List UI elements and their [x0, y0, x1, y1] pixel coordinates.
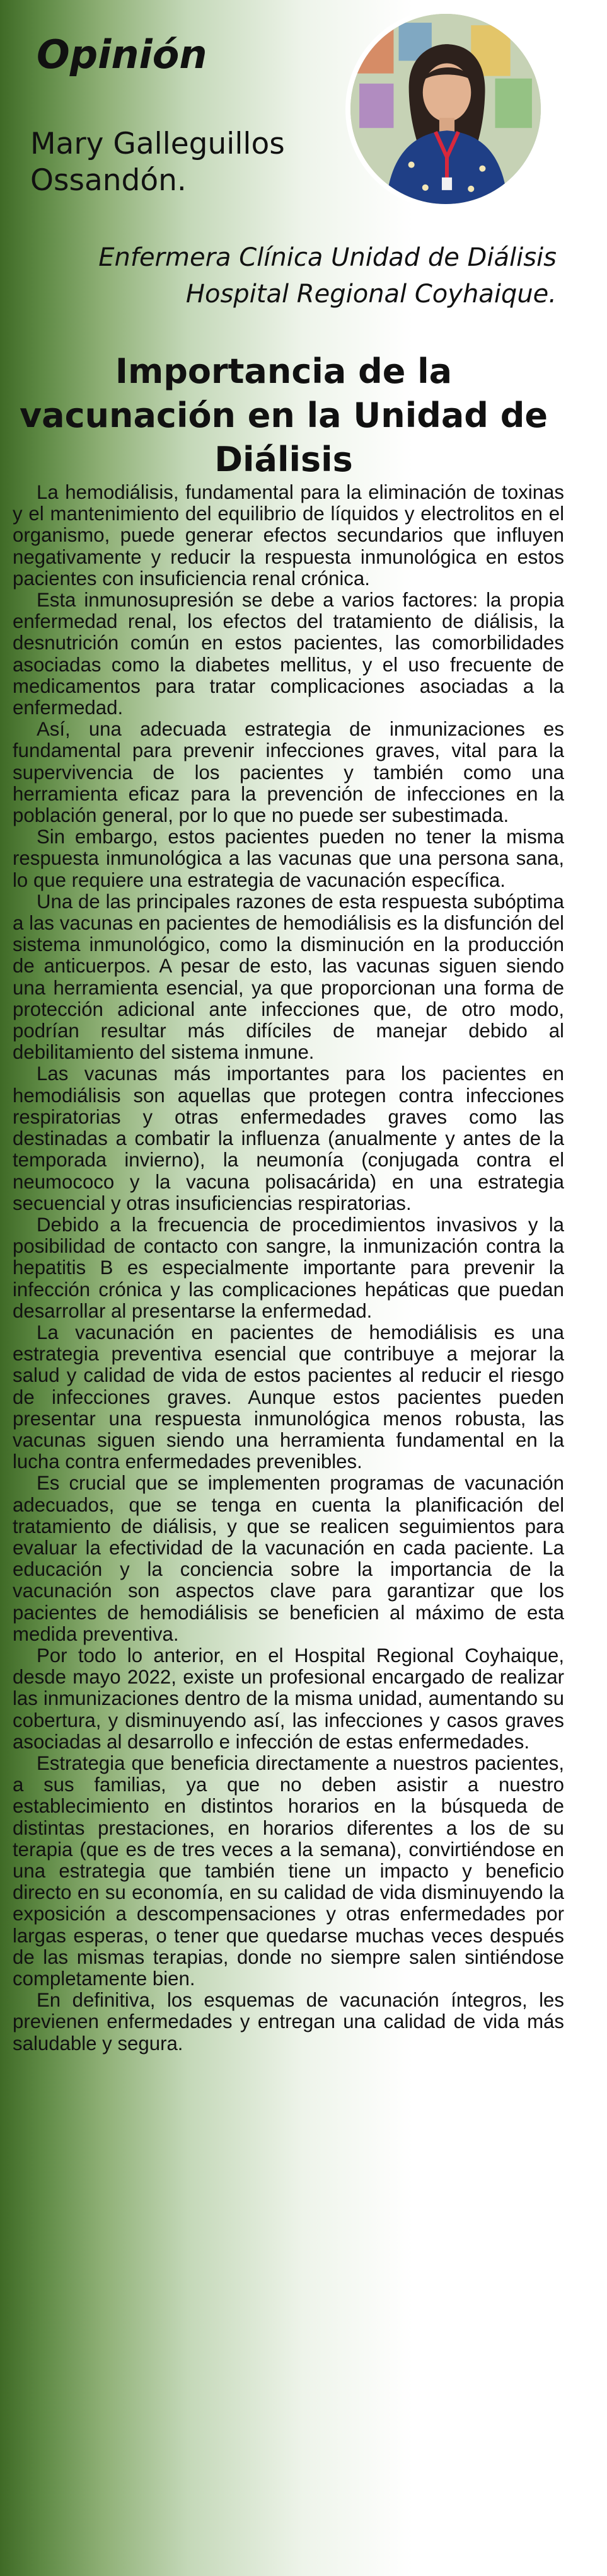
article-paragraph: Esta inmunosupresión se debe a varios factores: la propia enfermedad renal, los efectos del tratamiento de diálisis, la desnutrición común en estos pacientes, las comorbilidades asociadas como la diabetes mellitus, y el uso frecuente de medicamentos para tratar complicaciones asociadas a la enfermedad. — [13, 589, 564, 719]
article-paragraph: Sin embargo, estos pacientes pueden no tener la misma respuesta inmunológica a las vacunas que una persona sana, lo que requiere una estrategia de vacunación específica. — [13, 826, 564, 891]
author-role-line: Hospital Regional Coyhaique. — [185, 280, 557, 309]
article-paragraph: La hemodiálisis, fundamental para la eliminación de toxinas y el mantenimiento del equilibrio de líquidos y electrolitos en el organismo, puede generar efectos secundarios que influyen negativamente y reducir la respuesta inmunológica en estos pacientes con insuficiencia renal crónica. — [13, 482, 564, 590]
article-paragraph: La vacunación en pacientes de hemodiálisis es una estrategia preventiva esencial que contribuye a mejorar la salud y calidad de vida de estos pacientes al reducir el riesgo de infecciones graves. Aunque estos pacientes pueden presentar una respuesta inmunológica menos robusta, las vacunas siguen siendo una herramienta fundamental en la lucha contra enfermedades prevenibles. — [13, 1321, 564, 1473]
author-role — [78, 239, 557, 312]
article-title: Importancia de la vacunación en la Unidad de Diálisis — [19, 351, 548, 479]
author-photo — [345, 9, 546, 209]
article-body — [13, 482, 564, 2554]
author-role-line: Enfermera Clínica Unidad de Diálisis — [98, 243, 557, 272]
page-margin — [569, 0, 607, 2576]
article-paragraph: Por todo lo anterior, en el Hospital Regional Coyhaique, desde mayo 2022, existe un profesional encargado de realizar las inmunizaciones dentro de la misma unidad, aumentando su cobertura, y disminuyendo así, las infecciones y casos graves asociadas al desarrollo e infección de estas enfermedades. — [13, 1644, 564, 1753]
section-label: Opinión — [37, 31, 207, 77]
article-paragraph: Así, una adecuada estrategia de inmunizaciones es fundamental para prevenir infecciones graves, vital para la supervivencia de los pacientes y también como una herramienta eficaz para la prevención de infecciones en la población general, por lo que no puede ser subestimada. — [13, 718, 564, 827]
article-paragraph: Es crucial que se implementen programas de vacunación adecuados, que se tenga en cuenta la planificación del tratamiento de diálisis, y que se realicen seguimientos para evaluar la efectividad de la vacunación en cada paciente. La educación y la conciencia sobre la importancia de la vacunación son aspectos clave para garantizar que los pacientes de hemodiálisis se beneficien al máximo de esta medida preventiva. — [13, 1472, 564, 1645]
article-paragraph: En definitiva, los esquemas de vacunación íntegros, les previenen enfermedades y entregan una calidad de vida más saludable y segura. — [13, 1989, 564, 2055]
article-paragraph: Las vacunas más importantes para los pacientes en hemodiálisis son aquellas que protegen contra infecciones respiratorias y otras enfermedades graves como las destinadas a combatir la influenza (anualmente y antes de la temporada invierno), la neumonía (conjugada contra el neumococo y la vacuna polisacárida) en una estrategia secuencial y otras insuficiencias respiratorias. — [13, 1063, 564, 1214]
author-name: Mary Galleguillos Ossandón. — [30, 127, 285, 198]
article-paragraph: Estrategia que beneficia directamente a nuestros pacientes, a sus familias, ya que no deben asistir a nuestro establecimiento en distintos horarios en la búsqueda de distintas prestaciones, en horarios diferentes a los de su terapia (que es de tres veces a la semana), convirtiéndose en una estrategia que también tiene un impacto y beneficio directo en su economía, en su calidad de vida disminuyendo la exposición a descompensaciones y otras enfermedades por largas esperas, o tener que quedarse muchas veces después de las mismas terapias, donde no siempre salen sintiéndose completamente bien. — [13, 1752, 564, 1990]
author-portrait-image — [350, 14, 541, 204]
article-paragraph: Debido a la frecuencia de procedimientos invasivos y la posibilidad de contacto con sangre, la inmunización contra la hepatitis B es especialmente importante para prevenir la infección crónica y las complicaciones hepáticas que puedan desarrollar al presentarse la enfermedad. — [13, 1213, 564, 1322]
article-paragraph: Una de las principales razones de esta respuesta subóptima a las vacunas en pacientes de hemodiálisis es la disfunción del sistema inmunológico, como la disminución en la producción de anticuerpos. A pesar de esto, las vacunas siguen siendo una herramienta esencial, ya que proporcionan una forma de protección adicional ante infecciones que, de otro modo, podrían resultar más difíciles de manejar debido al debilitamiento del sistema inmune. — [13, 890, 564, 1064]
